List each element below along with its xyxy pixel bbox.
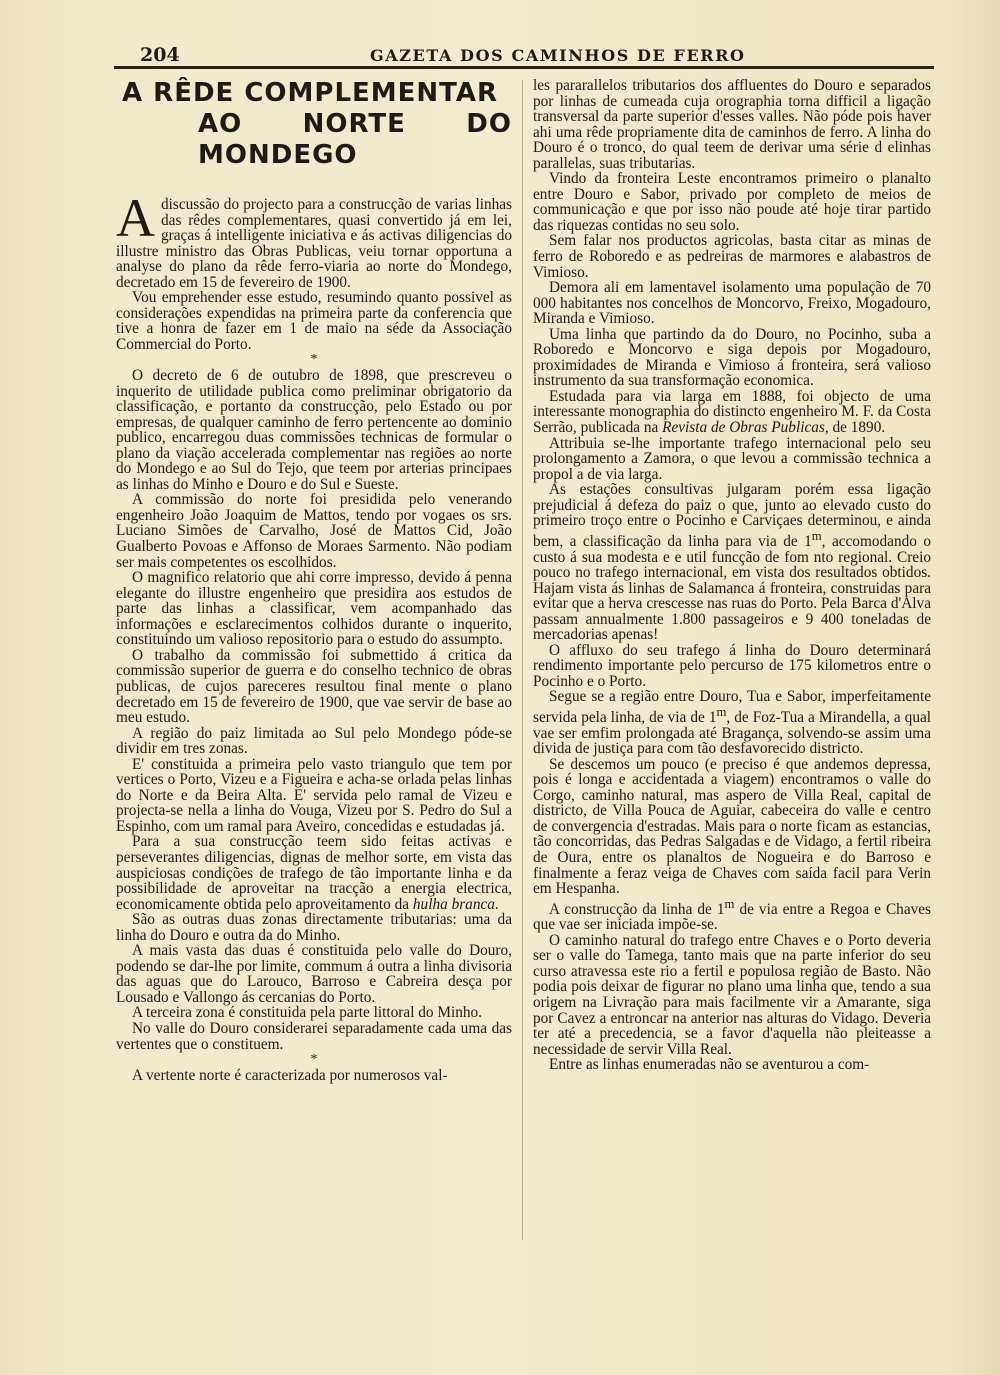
section-separator: *	[310, 1052, 318, 1068]
section-separator: *	[310, 352, 318, 368]
header-rule	[114, 66, 934, 69]
paragraph: Sem falar nos productos agricolas, basta citar as minas de ferro de Roboredo e as pedreiras de marmores e alabastros de Vimioso.	[533, 232, 931, 281]
paragraph	[116, 834, 512, 912]
paragraph	[116, 188, 512, 291]
paragraph-text: .	[494, 895, 499, 913]
paragraph: E' constituida a primeira pelo vasto triangulo que tem por vertices o Porto, Vizeu e a Figueira e acha-se orlada pelas linhas do Norte e da Beira Alta. E' servida pelo ramal de Vizeu e projecta-se nella a linha do Vouga, Vizeu por S. Pedro do Sul a Espinho, com um ramal para Aveiro, concedidas e estudadas já.	[116, 755, 512, 835]
paragraph-text: , de 1890.	[824, 419, 886, 437]
paragraph-text: Estudada para via larga em 1888, foi objecto de uma interessante monographia do distincto engenheiro M. F. da Costa Serrão, publicada na	[533, 387, 931, 437]
paragraph: São as outras duas zonas directamente tributarias: uma da linha do Douro e outra da do Minho.	[116, 911, 512, 944]
paragraph: les pararallelos tributarios dos affluentes do Douro e separados por linhas de cumeada cuja orographia torna difficil a ligação transversal da parte superior d'esses valles. Não póde pois haver ahi uma rêde propriamente dita de caminhos de ferro. A linha do Douro é o tronco, do qual teem de derivar uma série d elinhas parallelas, suas tributarias.	[533, 77, 931, 172]
paragraph-text: As estações consultivas julgaram porém essa ligação prejudicial á defeza do paiz o que, junto ao elevado custo do primeiro troço entre o Pocinho e Carviçaes determinou, e ainda bem, a classificação da linha para via de 1	[533, 481, 931, 550]
paragraph: Uma linha que partindo da do Douro, no Pocinho, suba a Roboredo e Moncorvo e siga depois por Mogadouro, proximidades de Miranda e Vimioso á fronteira, será valioso instrumento da sua transformação economica.	[533, 325, 931, 390]
paragraph: A mais vasta das duas é constituida pelo valle do Douro, podendo se dar-lhe por limite, commum á outra a linha divisoria das aguas que do Larouco, Barroso e Cabreira desça por Lousado e Vallongo ás cercanias do Porto.	[116, 942, 512, 1006]
italic-term: hulha branca	[412, 895, 495, 913]
paragraph-text: , accomodando o custo á sua modesta e e util funcção de fom nto regional. Creio pouco no trafego internacional, em vista dos resultados obtidos. Hajam vista ás linhas de Salamanca á fronteira, construidas para evitar que a herva crescesse nas ruas do Porto. Pela Barca d'Alva passam annualmente 1.800 passageiros e 9 400 toneladas de mercadorias apenas!	[533, 532, 931, 644]
paragraph	[533, 389, 931, 436]
paragraph: A commissão do norte foi presidida pelo venerando engenheiro João Joaquim de Mattos, tendo por vogaes os srs. Luciano Simões de Carvalho, José de Mattos Cid, João Gualberto Povoas e Affonso de Moraes Sarmento. Não podiam ser mais competentes os escolhidos.	[116, 491, 512, 571]
paragraph: Entre as linhas enumeradas não se aventurou a com-	[549, 1056, 870, 1074]
paragraph-text: A construcção da linha de 1	[549, 900, 725, 918]
running-title: GAZETA DOS CAMINHOS DE FERRO	[370, 46, 746, 65]
drop-cap: A	[116, 188, 155, 248]
superscript: m	[811, 528, 822, 543]
article-title-line1: A RÊDE COMPLEMENTAR	[122, 78, 499, 108]
paragraph: A vertente norte é caracterizada por numerosos val-	[132, 1066, 448, 1084]
column-divider	[522, 80, 523, 1240]
page-number: 204	[140, 44, 180, 66]
paragraph	[533, 482, 931, 643]
paragraph-text: Segue se a região entre Douro, Tua e Sabor, imperfeitamente servida pela linha, de via de 1	[533, 688, 931, 727]
paragraph	[533, 897, 931, 933]
paragraph-text: de via entre a Regoa e Chaves que vae ser iniciada impõe-se.	[533, 900, 931, 934]
paragraph-text: , de Foz-Tua a Mirandella, a qual vae ser emfim prolongada até Bragança, solvendo-se assim uma divida de justiça para com tão desfavorecido districto.	[533, 709, 932, 758]
paragraph: Se descemos um pouco (e preciso é que andemos depressa, pois é longa e accidentada a viagem) encontramos o valle do Corgo, caminho natural, mas aspero de Villa Real, capital de districto, de Villa Pouca de Aguiar, cabeceira do valle e centro de convergencia d'estradas. Mais para o norte ficam as estancias, tão concorridas, das Pedras Salgadas e de Vidago, a fertil ribeira de Oura, entre os planaltos de Nogueira e do Barroso e finalmente a feraz veiga de Chaves com saída facil para Verin em Hespanha.	[533, 755, 931, 898]
paragraph: O magnifico relatorio que ahi corre impresso, devido á penna elegante do illustre engenheiro que presidira aos estudos de parte das linhas a classificar, vem acompanhado das informações e esclarecimentos colhidos durante o inquerito, constituindo um valioso repositorio para o estudo do assumpto.	[116, 569, 512, 649]
paragraph: Vindo da fronteira Leste encontramos primeiro o planalto entre Douro e Sabor, privado por completo de meios de communicação e que por isso não poude até hoje tirar partido das riquezas contidas no seu solo.	[533, 170, 931, 234]
left-column	[116, 78, 512, 1083]
paragraph: Attribuia se-lhe importante trafego internacional pelo seu prolongamento a Zamora, o que levou a commissão technica a propol a de via larga.	[533, 434, 931, 483]
paragraph: O caminho natural do trafego entre Chaves e o Porto deveria ser o valle do Tamega, tanto mais que na parte inferior do seu curso atravessa este rio a fertil e populosa região de Basto. Não podia pois deixar de figurar no plano uma linha que, tendo a sua origem na Livração para mais facilmente vir a Amarante, siga por Cavez a entroncar na anterior nas alturas do Vidago. Deveria ter até a precedencia, se a favor d'aquella não pleiteasse a necessidade de servir Villa Real.	[533, 931, 931, 1058]
paragraph-text: Para a sua construcção teem sido feitas activas e perseverantes diligencias, dignas de melhor sorte, em vista das auspiciosas condições de trafego de tão importante linha e da possibilidade de aproveitar na tracção a energia electrica, economicamente obtida pelo aproveitamento da	[116, 833, 512, 913]
paragraph: A região do paiz limitada ao Sul pelo Mondego póde-se dividir em tres zonas.	[116, 724, 512, 758]
paragraph: No valle do Douro considerarei separadamente cada uma das vertentes que o constituem.	[116, 1019, 512, 1053]
article-title-line2: AO NORTE DO MONDEGO	[198, 109, 512, 170]
paragraph: O trabalho da commissão foi submettido á critica da commissão superior de guerra e do conselho technico de obras publicas, de cujos pareceres resultou final mente o plano decretado em 15 de fevereiro de 1900, que vae servir de base ao meu estudo.	[116, 646, 512, 727]
paragraph: Vou emprehender esse estudo, resumindo quanto possivel as considerações expendidas na primeira parte da conferencia que tive a honra de fazer em 1 de maio na séde da Associação Commercial do Porto.	[116, 289, 512, 353]
paragraph: Demora ali em lamentavel isolamento uma população de 70 000 habitantes nos concelhos de Moncorvo, Freixo, Mogadouro, Miranda e Vimioso.	[533, 279, 931, 328]
paragraph: O decreto de 6 de outubro de 1898, que prescreveu o inquerito de utilidade publica como preliminar obrigatorio da classificação, e portanto da construcção, pelo Estado ou por empresas, de qualquer caminho de ferro pertencente ao dominio publico, encarregou duas commissões technicas de formular o plano da viação accelerada complementar nas regiões ao norte do Mondego e ao Sul do Tejo, que teem por arterias principaes as linhas do Minho e Douro e do Sul e Sueste.	[116, 367, 512, 493]
italic-term: Revista de Obras Publicas	[662, 419, 825, 437]
superscript: m	[716, 704, 727, 719]
paragraph: O affluxo do seu trafego á linha do Douro determinará rendimento importante pelo percurso de 175 kilometros entre o Pocinho e o Porto.	[533, 641, 931, 690]
page-header	[108, 44, 938, 68]
paragraph	[533, 689, 931, 756]
paragraph: A terceira zona é constituida pela parte littoral do Minho.	[132, 1004, 483, 1022]
right-column	[533, 78, 931, 1073]
superscript: m	[724, 896, 735, 911]
paragraph-text: discussão do projecto para a construcção de varias linhas das rêdes complementares, quasi convertido já em lei, graças á intelligente iniciativa e ás activas diligencias do illustre ministro das Obras Publicas, veiu tornar opportuna a analyse do plano da rêde ferro-viaria ao norte do Mondego, decretado em 15 de fevereiro de 1900.	[116, 196, 512, 291]
